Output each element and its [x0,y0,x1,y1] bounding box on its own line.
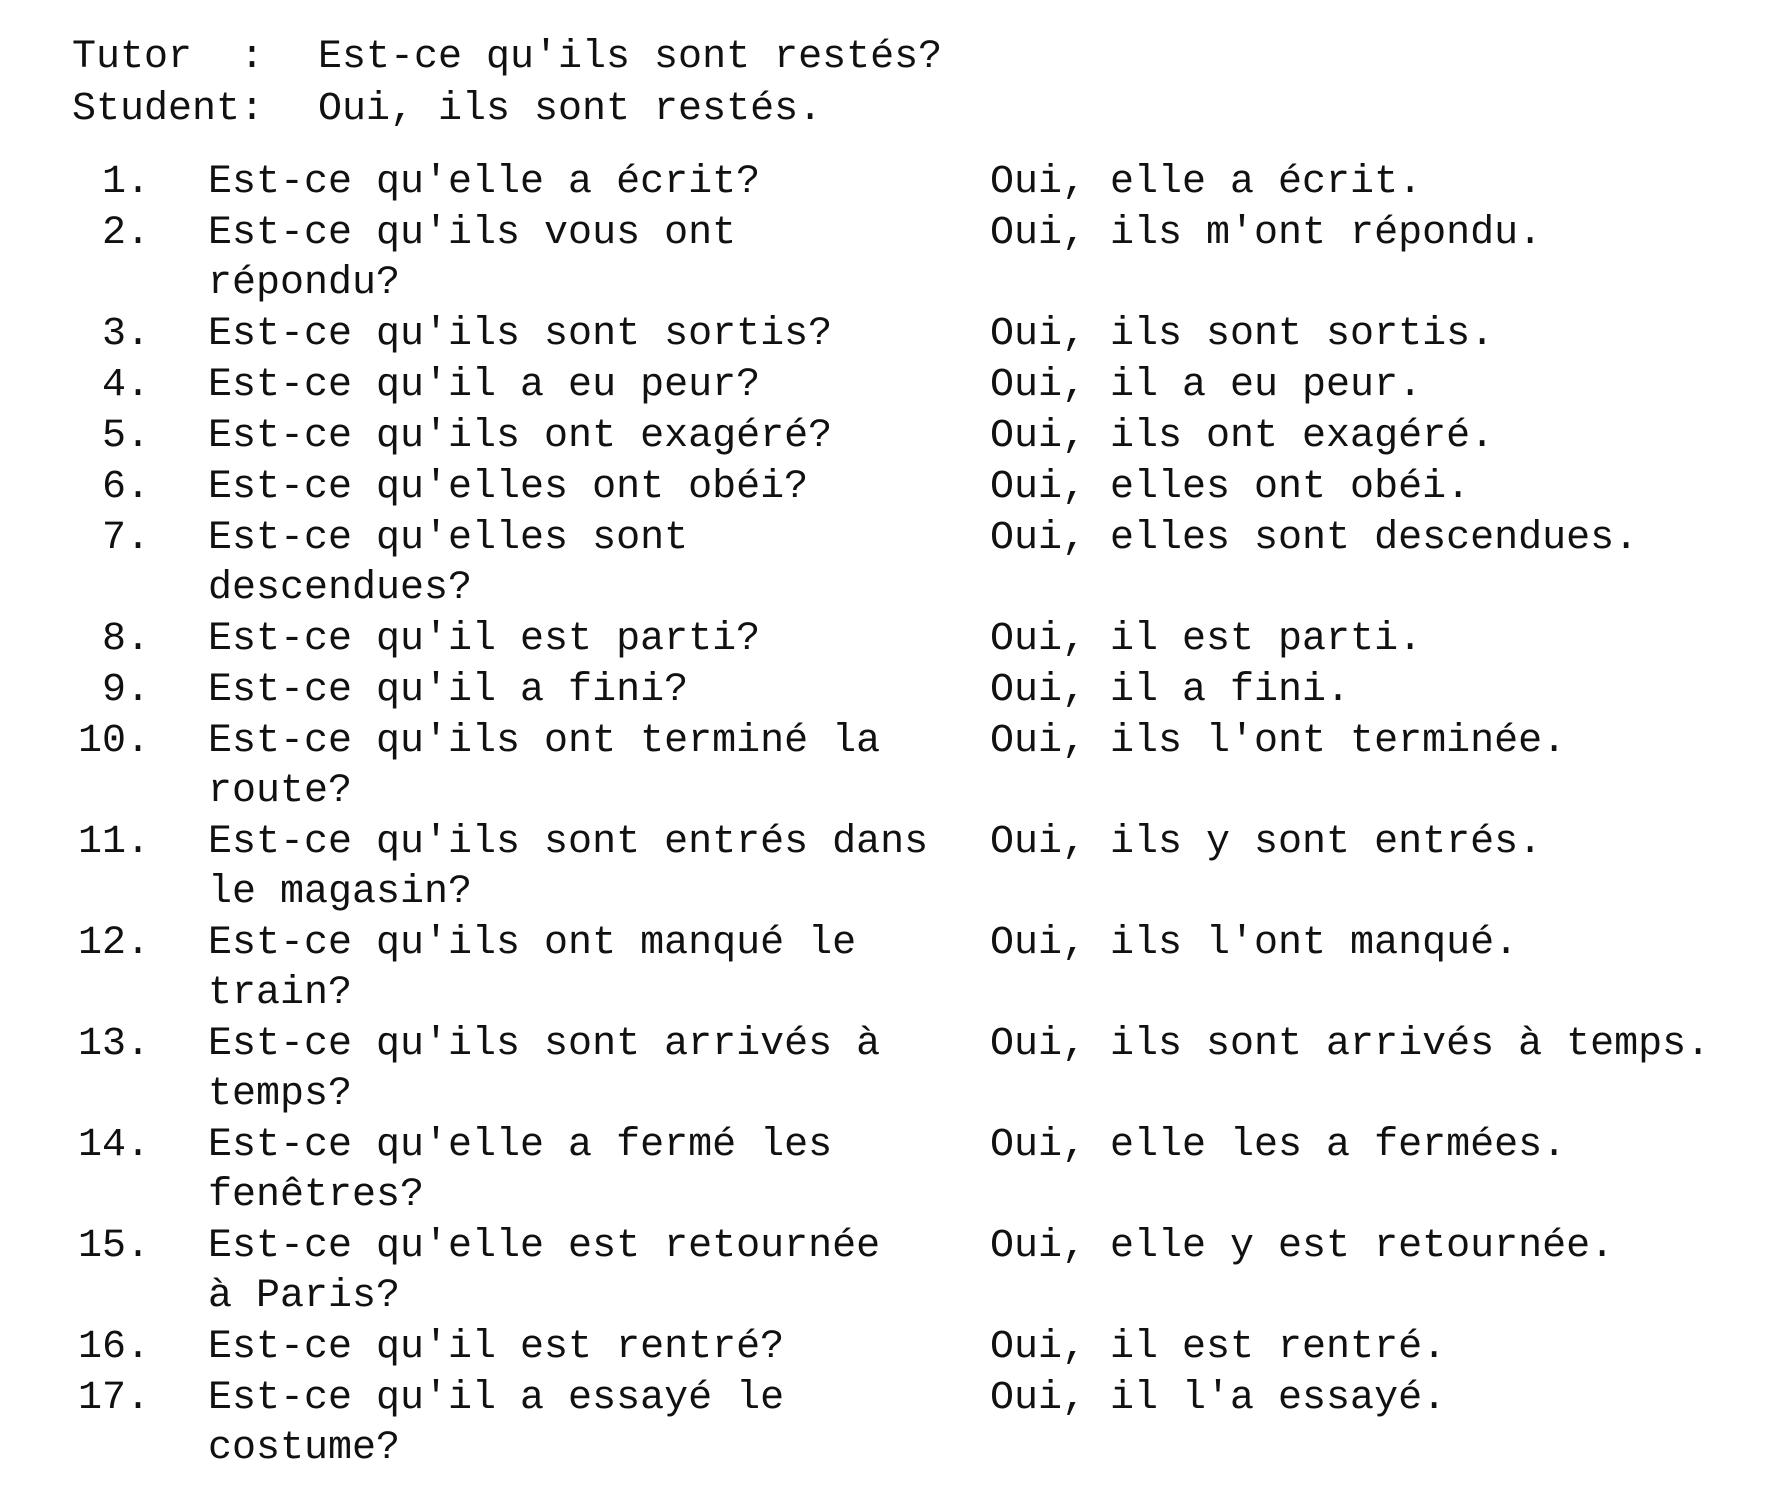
question-line-2: costume? [208,1426,401,1471]
question [160,919,990,1019]
question [160,463,990,513]
item-number: 12. [77,921,150,966]
item-number: 11. [77,820,150,865]
question-line-1: Est-ce qu'ils ont manqué le [208,921,857,966]
drill-item [40,615,1760,665]
item-number: 1. [101,160,150,205]
answer: Oui, ils sont arrivés à temps. [990,1022,1711,1067]
answer: Oui, ils ont exagéré. [990,414,1495,459]
question [160,361,990,411]
question-line-2: à Paris? [208,1274,401,1319]
drill-item [40,463,1760,513]
drill-item [40,1323,1760,1373]
question [160,1222,990,1322]
drill-item [40,1121,1760,1221]
student-line [72,84,942,136]
question [160,666,990,716]
question [160,615,990,665]
answer: Oui, elles ont obéi. [990,465,1471,510]
answer: Oui, il a fini. [990,668,1351,713]
question-line-2: le magasin? [208,870,473,915]
answer: Oui, elles sont descendues. [990,516,1639,561]
question-line-2: descendues? [208,566,473,611]
tutor-line [72,32,942,84]
drill-item [40,514,1760,614]
item-number: 10. [77,719,150,764]
question-line-1: Est-ce qu'elles ont obéi? [208,465,809,510]
drill-item [40,818,1760,918]
question-line-1: Est-ce qu'ils vous ont [208,211,737,256]
item-number: 8. [101,617,150,662]
question [160,1121,990,1221]
drill-item [40,310,1760,360]
item-number: 5. [101,414,150,459]
answer: Oui, ils l'ont manqué. [990,921,1519,966]
drill-item [40,1020,1760,1120]
question-line-2: répondu? [208,261,401,306]
drill-item [40,412,1760,462]
question [160,717,990,817]
drill-item [40,1222,1760,1322]
question-line-2: train? [208,971,353,1016]
question-line-1: Est-ce qu'ils sont sortis? [208,312,833,357]
drill-list [40,158,1760,1475]
question [160,1020,990,1120]
item-number: 17. [77,1376,150,1421]
item-number: 7. [101,516,150,561]
question-line-1: Est-ce qu'ils sont arrivés à [208,1022,881,1067]
question-line-2: route? [208,769,353,814]
item-number: 14. [77,1123,150,1168]
item-number: 4. [101,363,150,408]
question-line-1: Est-ce qu'il a eu peur? [208,363,761,408]
question [160,818,990,918]
answer: Oui, il l'a essayé. [990,1376,1447,1421]
item-number: 3. [101,312,150,357]
item-number: 6. [101,465,150,510]
drill-item [40,209,1760,309]
answer: Oui, ils y sont entrés. [990,820,1543,865]
question [160,514,990,614]
item-number: 16. [77,1325,150,1370]
example-block [72,32,942,136]
answer: Oui, il est rentré. [990,1325,1447,1370]
answer: Oui, il est parti. [990,617,1423,662]
question [160,1374,990,1474]
question-line-1: Est-ce qu'elle a fermé les [208,1123,833,1168]
question [160,310,990,360]
answer: Oui, il a eu peur. [990,363,1423,408]
item-number: 2. [101,211,150,256]
drill-item [40,666,1760,716]
question-line-2: temps? [208,1072,353,1117]
question-line-1: Est-ce qu'il est parti? [208,617,761,662]
drill-item [40,717,1760,817]
question-line-1: Est-ce qu'elle est retournée [208,1224,881,1269]
student-response: Oui, ils sont restés. [318,87,823,132]
drill-item [40,919,1760,1019]
student-label: Student: [72,87,265,132]
question [160,209,990,309]
question [160,412,990,462]
question [160,1323,990,1373]
answer: Oui, ils sont sortis. [990,312,1495,357]
item-number: 9. [101,668,150,713]
question-line-1: Est-ce qu'il a fini? [208,668,689,713]
question-line-1: Est-ce qu'ils ont exagéré? [208,414,833,459]
drill-item [40,158,1760,208]
question-line-1: Est-ce qu'elle a écrit? [208,160,761,205]
answer: Oui, elle a écrit. [990,160,1423,205]
question-line-1: Est-ce qu'ils ont terminé la [208,719,881,764]
drill-item [40,361,1760,411]
question [160,158,990,208]
answer: Oui, ils m'ont répondu. [990,211,1543,256]
question-line-1: Est-ce qu'il a essayé le [208,1376,785,1421]
answer: Oui, elle y est retournée. [990,1224,1615,1269]
tutor-prompt: Est-ce qu'ils sont restés? [318,35,943,80]
item-number: 13. [77,1022,150,1067]
tutor-label: Tutor : [72,35,265,80]
answer: Oui, ils l'ont terminée. [990,719,1567,764]
question-line-2: fenêtres? [208,1173,425,1218]
question-line-1: Est-ce qu'elles sont [208,516,689,561]
item-number: 15. [77,1224,150,1269]
question-line-1: Est-ce qu'ils sont entrés dans [208,820,929,865]
drill-item [40,1374,1760,1474]
question-line-1: Est-ce qu'il est rentré? [208,1325,785,1370]
answer: Oui, elle les a fermées. [990,1123,1567,1168]
